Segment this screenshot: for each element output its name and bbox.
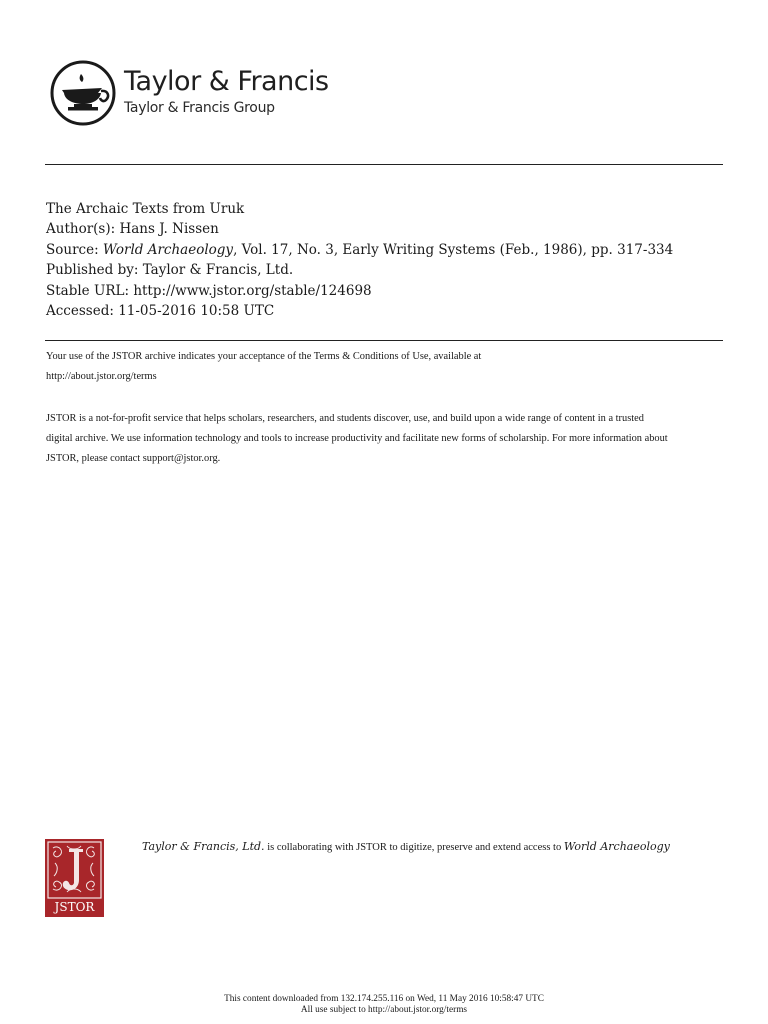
jstor-about-notice <box>46 409 726 469</box>
divider-top <box>45 164 723 165</box>
jstor-logo <box>45 839 104 917</box>
download-footer <box>0 994 768 1016</box>
published-label: Published by: <box>46 262 143 279</box>
collab-journal: World Archaeology <box>563 840 670 853</box>
collaboration-statement <box>142 840 672 855</box>
oil-lamp-icon <box>48 58 118 128</box>
about-text-line-1: JSTOR is a not-for-profit service that helps scholars, researchers, and students discover, use, and build upon a wide range of content in a trusted <box>46 413 644 424</box>
about-text-line-2: digital archive. We use information technology and tools to increase productivity and facilitate new forms of scholarship. For more information about <box>46 433 668 444</box>
published-line <box>46 260 673 280</box>
article-title: The Archaic Texts from Uruk <box>46 201 245 217</box>
about-text-line-3: JSTOR, please contact support@jstor.org. <box>46 453 221 464</box>
collab-publisher: Taylor & Francis, Ltd. <box>142 840 265 853</box>
stable-url-line <box>46 281 673 301</box>
authors-value: Hans J. Nissen <box>119 221 219 238</box>
jstor-logo-text: JSTOR <box>54 900 95 914</box>
divider-middle <box>45 340 723 341</box>
authors-line <box>46 219 673 239</box>
footer-terms: All use subject to http://about.jstor.org/terms <box>300 1005 468 1015</box>
stable-url-link[interactable]: http://www.jstor.org/stable/124698 <box>133 282 372 299</box>
accessed-line <box>46 301 673 321</box>
source-line <box>46 240 673 260</box>
publisher-name: Taylor & Francis <box>124 65 329 97</box>
publisher-group: Taylor & Francis Group <box>124 99 275 116</box>
footer-download-info: This content downloaded from 132.174.255.116 on Wed, 11 May 2016 10:58:47 UTC <box>224 994 544 1004</box>
source-label: Source: <box>46 241 103 258</box>
terms-link[interactable]: http://about.jstor.org/terms <box>46 371 157 382</box>
terms-notice <box>46 347 726 387</box>
citation-block <box>46 199 673 321</box>
stable-url-label: Stable URL: <box>46 282 134 299</box>
published-value: Taylor & Francis, Ltd. <box>142 262 294 279</box>
authors-label: Author(s): <box>46 221 120 238</box>
accessed-value: 11-05-2016 10:58 UTC <box>118 302 275 319</box>
collab-text: is collaborating with JSTOR to digitize, preserve and extend access to <box>264 842 564 853</box>
publisher-logo <box>48 58 329 128</box>
source-journal: World Archaeology <box>102 241 234 258</box>
terms-text: Your use of the JSTOR archive indicates your acceptance of the Terms & Conditions of Use, available at <box>46 351 482 362</box>
source-details: , Vol. 17, No. 3, Early Writing Systems (Feb., 1986), pp. 317-334 <box>233 241 674 258</box>
accessed-label: Accessed: <box>46 302 119 319</box>
